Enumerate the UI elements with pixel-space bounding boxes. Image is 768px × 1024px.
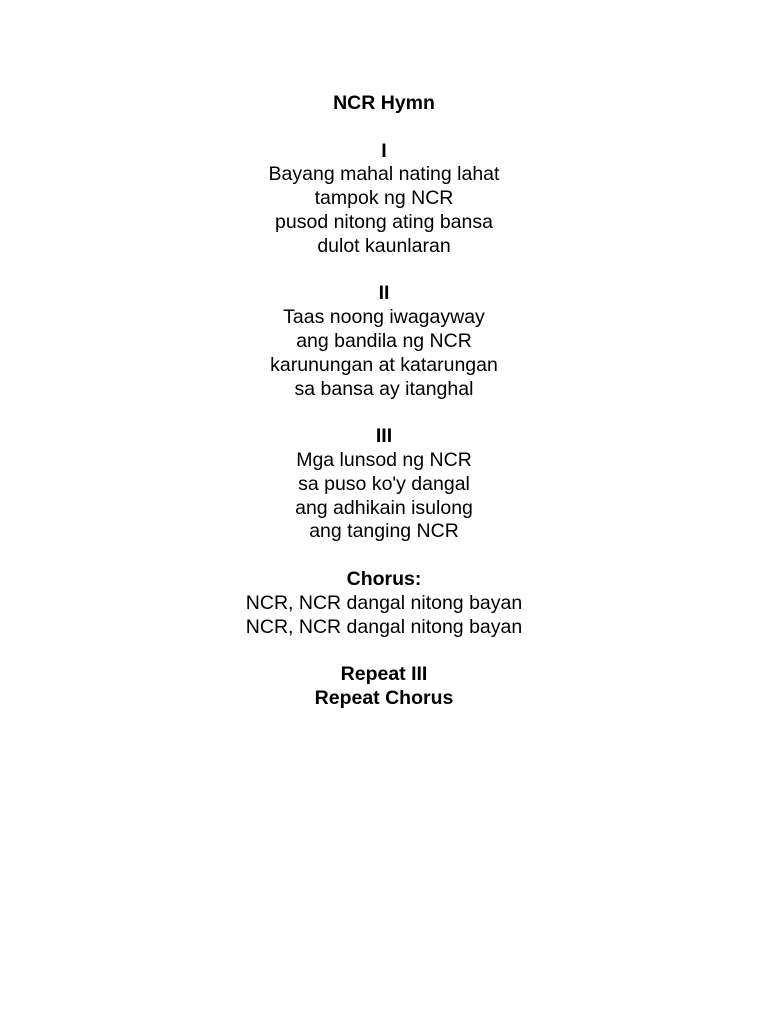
verse-line: sa puso ko'y dangal [298, 472, 470, 495]
verse-line: Mga lunsod ng NCR [296, 448, 472, 471]
verse-line: karunungan at katarungan [270, 353, 498, 376]
spacer [0, 116, 768, 140]
verse-line: dulot kaunlaran [317, 234, 451, 257]
chorus [0, 568, 768, 639]
verse-line: ang bandila ng NCR [296, 329, 472, 352]
verse-line: sa bansa ay itanghal [294, 377, 474, 400]
verse-1 [0, 140, 768, 259]
document-title: NCR Hymn [333, 92, 435, 114]
verse-3 [0, 425, 768, 544]
verse-line: Bayang mahal nating lahat [268, 163, 500, 186]
hymn-document [0, 92, 768, 711]
spacer [0, 544, 768, 568]
repeat-instruction: Repeat Chorus [314, 686, 454, 709]
chorus-heading: Chorus: [346, 567, 422, 590]
verse-line: ang tanging NCR [309, 520, 459, 543]
repeat-instruction: Repeat III [340, 663, 428, 686]
verse-heading: III [375, 425, 393, 448]
verse-line: ang adhikain isulong [295, 496, 473, 519]
spacer [0, 259, 768, 283]
repeat-instructions [0, 663, 768, 711]
chorus-line: NCR, NCR dangal nitong bayan [245, 591, 523, 614]
verse-line: pusod nitong ating bansa [275, 210, 493, 233]
verse-line: tampok ng NCR [314, 187, 454, 210]
verse-heading: II [378, 282, 390, 305]
verse-2 [0, 282, 768, 401]
verse-line: Taas noong iwagayway [283, 306, 485, 329]
verse-heading: I [381, 139, 387, 162]
spacer [0, 639, 768, 663]
spacer [0, 401, 768, 425]
chorus-line: NCR, NCR dangal nitong bayan [245, 615, 523, 638]
